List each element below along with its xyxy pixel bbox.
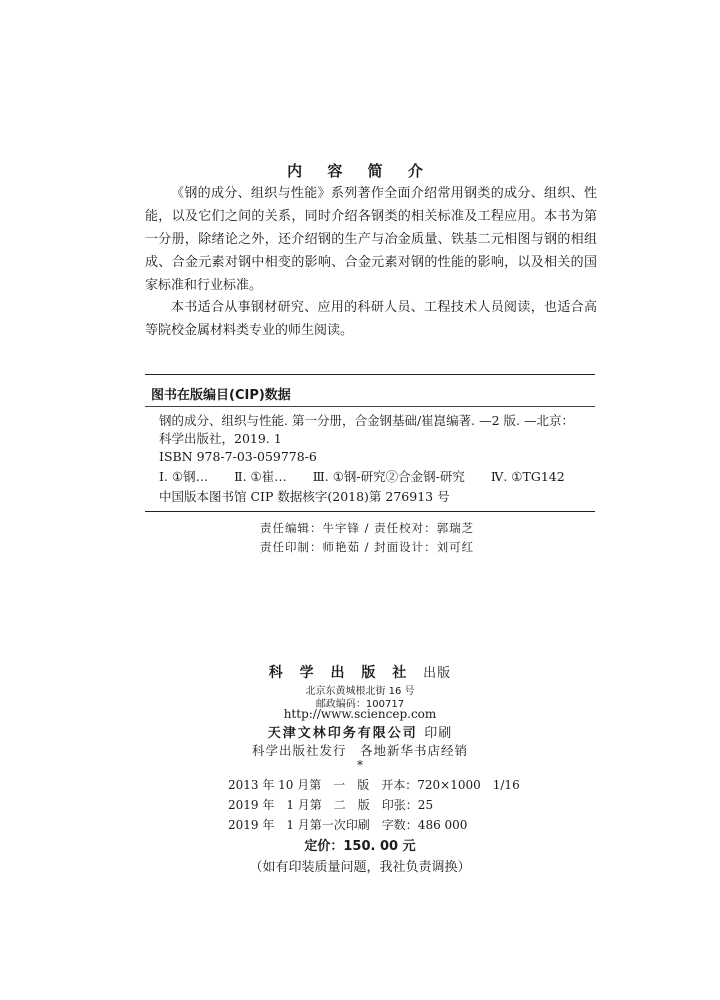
publisher-suffix: 出版	[423, 666, 452, 681]
edition-line-3: 2019 年 1 月第一次印刷 字数：486 000	[228, 818, 468, 832]
intro-paragraph-1: 《钢的成分、组织与性能》系列著作全面介绍常用钢类的成分、组织、性能，以及它们之间的关系，同时介绍各钢类的相关标准及工程应用。本书为第一分册，除绪论之外，还介绍钢的生产与冶金质量、铁基二元相图与钢的相组成、合金元素对钢中相变的影响、合金元素对钢的性能的影响，以及相关的国家标准和行业标准。	[145, 186, 597, 293]
cip-heading: 图书在版编目(CIP)数据	[151, 388, 291, 403]
printer-line	[0, 722, 720, 741]
production-credits: 责任印制：师艳茹 / 封面设计：刘可红	[260, 540, 475, 554]
cip-class-item: Ⅰ. ①钢…	[159, 469, 209, 484]
edition-line-1: 2013 年 10 月第 一 版 开本：720×1000 1/16	[228, 778, 520, 792]
cip-class-item: Ⅱ. ①崔…	[234, 469, 287, 484]
printer-name: 天津文林印务有限公司	[267, 726, 418, 741]
publisher-logotype: 科 学 出 版 社	[268, 665, 413, 681]
cip-title-line: 钢的成分、组织与性能. 第一分册，合金钢基础/崔崑编著. —2 版. —北京：	[159, 413, 574, 428]
editor-credits: 责任编辑：牛宇锋 / 责任校对：郭瑞芝	[260, 521, 475, 535]
cip-class-item: Ⅲ. ①钢-研究②合金钢-研究	[312, 469, 465, 484]
intro-title: 内 容 简 介	[287, 162, 433, 180]
cip-divider	[145, 406, 595, 407]
intro-paragraph-2: 本书适合从事钢材研究、应用的科研人员、工程技术人员阅读，也适合高等院校金属材料类专业的师生阅读。	[145, 300, 597, 338]
cip-class-item: Ⅳ. ①TG142	[490, 469, 565, 484]
cip-record-number: 中国版本图书馆 CIP 数据核字(2018)第 276913 号	[159, 489, 450, 504]
printer-suffix: 印刷	[424, 726, 453, 741]
distribution-line: 科学出版社发行 各地新华书店经销	[251, 743, 468, 758]
edition-line-2: 2019 年 1 月第 二 版 印张：25	[228, 798, 434, 812]
publisher-address: 北京东黄城根北街 16 号	[305, 686, 415, 697]
cip-publisher-line: 科学出版社，2019. 1	[159, 431, 282, 446]
price: 定价：150. 00 元	[304, 839, 416, 854]
publisher-url: http://www.sciencep.com	[283, 707, 437, 721]
cip-isbn: ISBN 978-7-03-059778-6	[159, 449, 317, 464]
quality-notice: （如有印装质量问题，我社负责调换）	[249, 860, 471, 875]
cip-data-block	[145, 374, 595, 512]
publisher-name	[0, 662, 720, 682]
separator-asterisk: *	[357, 758, 363, 772]
publisher-postcode: 邮政编码：100717	[315, 699, 405, 710]
cip-classification	[159, 468, 591, 485]
